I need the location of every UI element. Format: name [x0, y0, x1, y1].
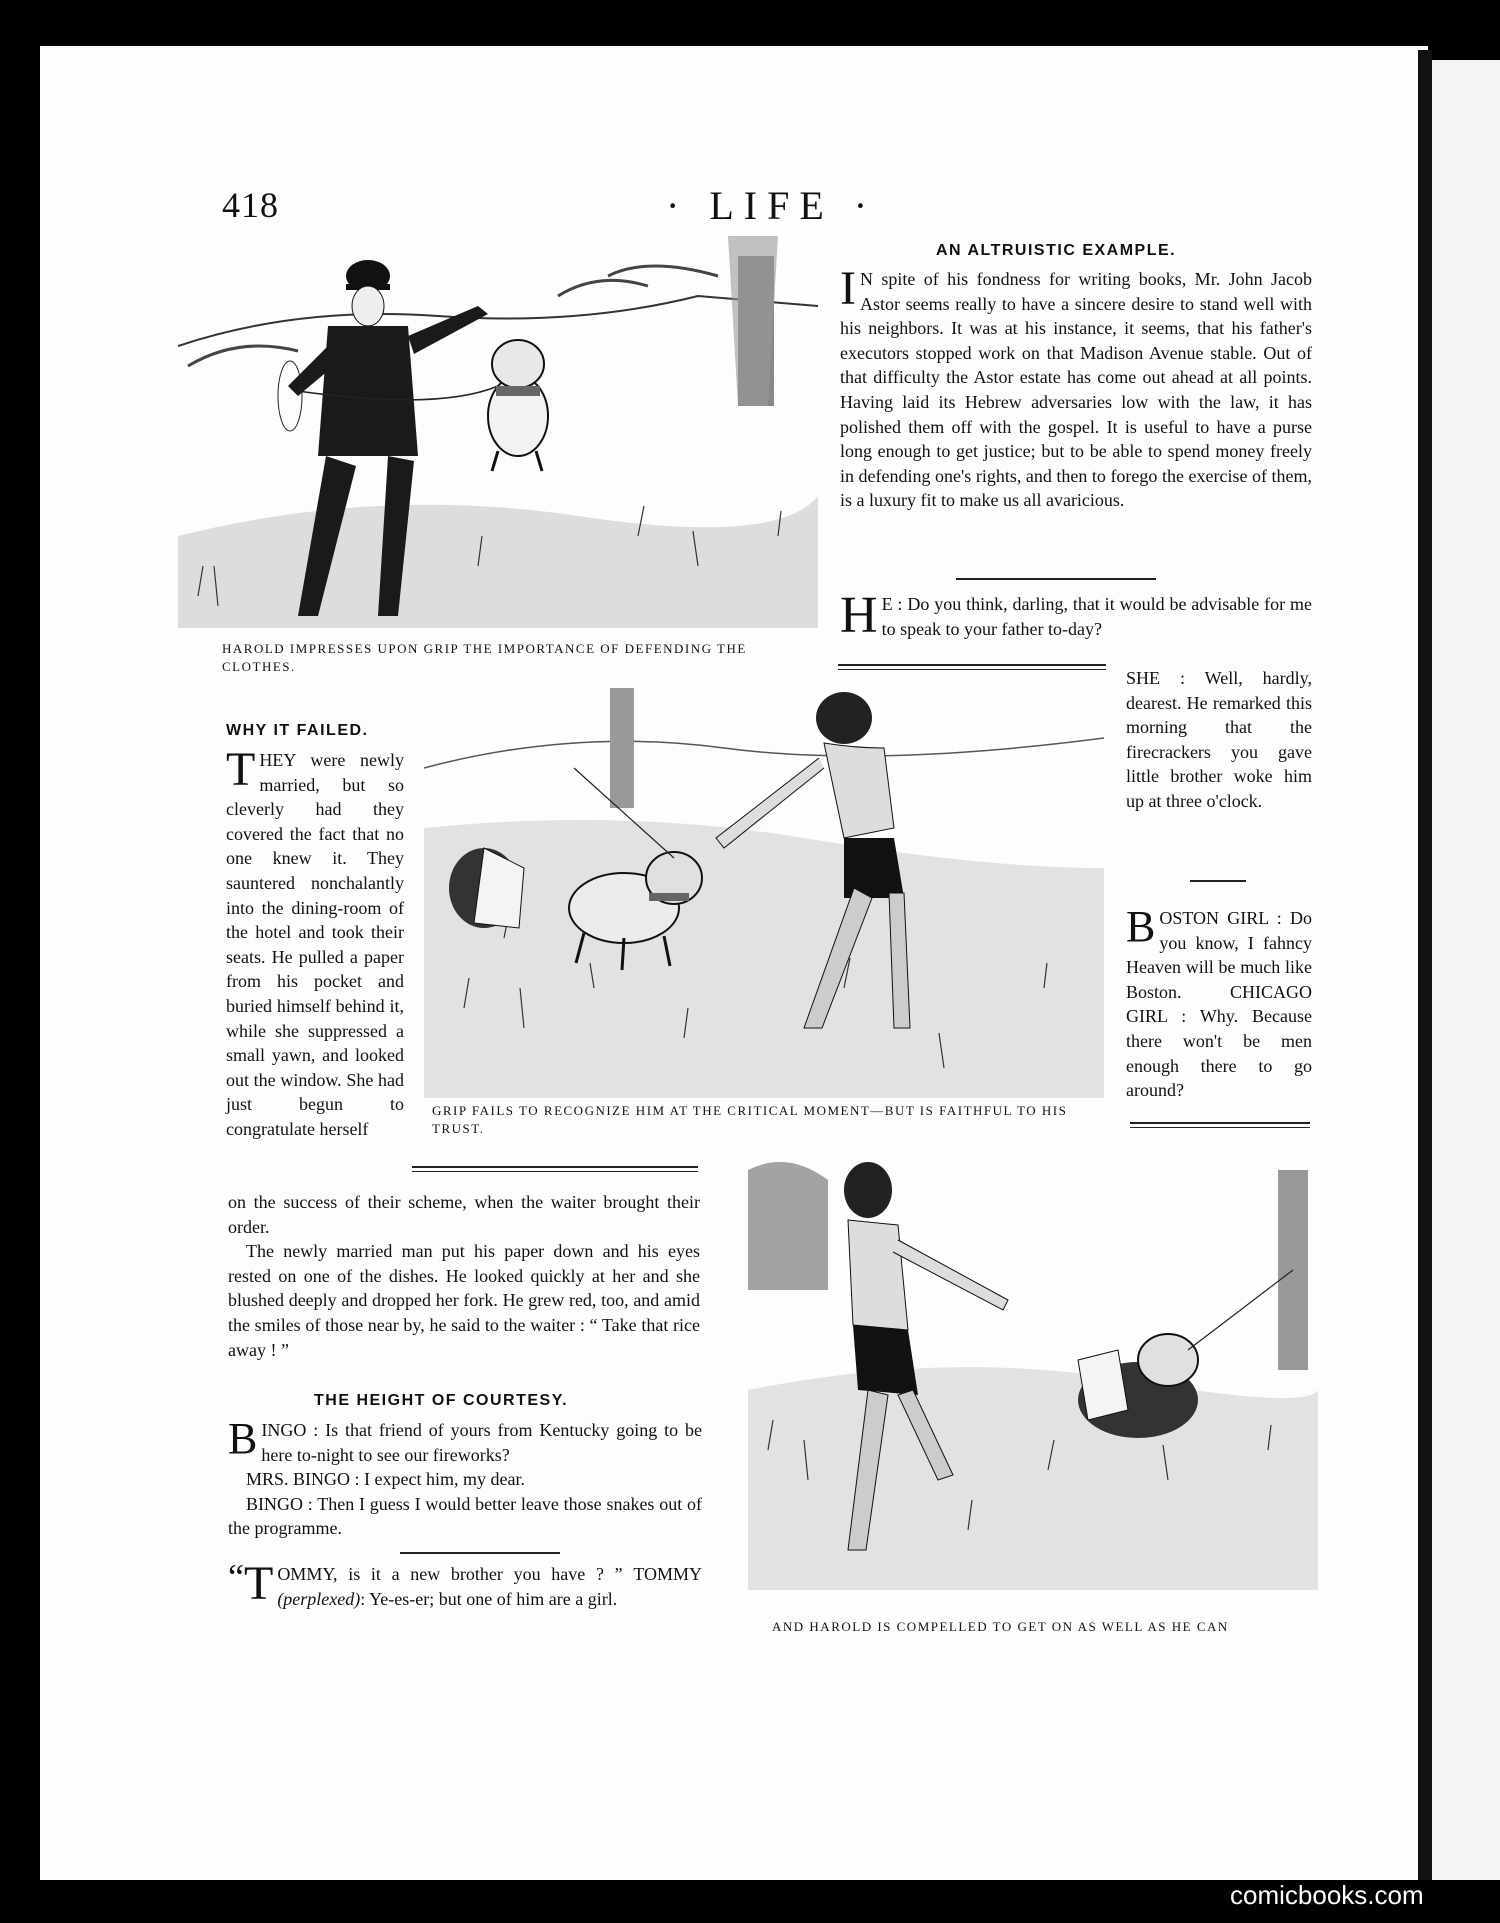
speaker-label-tommy: TOMMY — [633, 1564, 703, 1584]
heading-height-of-courtesy: THE HEIGHT OF COURTESY. — [314, 1392, 569, 1409]
tommy-line-1: OMMY, is it a new brother you have ? ” — [277, 1564, 623, 1584]
article-why-it-failed-continued — [228, 1190, 700, 1362]
dropcap: T — [243, 1557, 274, 1610]
speaker-label-boston: OSTON GIRL : — [1159, 908, 1282, 928]
bingo-line-1: Is that friend of yours from Kentucky going to be here to-night to see our fireworks? — [261, 1420, 703, 1465]
stage-direction: (perplexed) — [277, 1588, 361, 1609]
divider — [956, 578, 1156, 580]
speaker-label-she: SHE : — [1126, 668, 1185, 688]
masthead-title: · LIFE · — [666, 183, 878, 228]
boston-line: Do you know, I fahncy Heaven will be much like Boston. — [1126, 908, 1312, 1002]
caption-2: GRIP FAILS TO RECOGNIZE HIM AT THE CRITICAL MOMENT—BUT IS FAITHFUL TO HIS TRUST. — [432, 1103, 1068, 1136]
article-altruistic-example — [840, 262, 1312, 513]
illustration-harold-gets-on — [748, 1150, 1318, 1590]
page-number: 418 — [222, 185, 279, 225]
divider — [838, 664, 1106, 670]
chicago-line: Why. Because there won't be men enough there to go around? — [1126, 1006, 1312, 1101]
speaker-label-he: E : — [881, 594, 903, 614]
article-tommy — [228, 1557, 703, 1611]
speaker-label-bingo: BINGO : — [246, 1493, 313, 1514]
mrs-bingo-line: I expect him, my dear. — [364, 1469, 525, 1490]
article-text-para2: The newly married man put his paper down and his eyes rested on one of the dishes. He looked quickly at her and she blushed deeply and dropped her fork. He grew red, too, and amid the smiles of those near by, he said to the waiter : “ Take that rice away ! ” — [228, 1241, 700, 1360]
article-height-of-courtesy — [228, 1414, 703, 1541]
watermark: comicbooks.com — [1230, 1880, 1424, 1910]
binding-spine — [1418, 50, 1432, 1880]
divider — [412, 1166, 698, 1172]
dropcap: B — [228, 1414, 258, 1463]
illustration-grip-fails — [424, 688, 1104, 1098]
speaker-label-chicago: CHICAGO GIRL : — [1126, 981, 1312, 1027]
next-page-edge — [1432, 60, 1500, 1880]
caption-3: AND HAROLD IS COMPELLED TO GET ON AS WELL AS HE CAN — [772, 1619, 1229, 1634]
caption-1: HAROLD IMPRESSES UPON GRIP THE IMPORTANCE OF DEFENDING THE CLOTHES. — [222, 641, 747, 674]
open-quote: “ — [228, 1557, 244, 1597]
heading-altruistic-example: AN ALTRUISTIC EXAMPLE. — [936, 242, 1177, 259]
he-line: Do you think, darling, that it would be advisable for me to speak to your father to-day? — [881, 594, 1313, 639]
she-line: Well, hardly, dearest. He remarked this morning that the firecrackers you gave little brother woke him up at three o'clock. — [1126, 668, 1312, 811]
dropcap: T — [226, 743, 256, 796]
divider — [1190, 880, 1246, 882]
speaker-label-bingo: INGO : — [261, 1420, 319, 1440]
bingo-line-2: Then I guess I would better leave those snakes out of the programme. — [228, 1493, 702, 1539]
article-boston-girl — [1126, 902, 1312, 1103]
heading-why-it-failed: WHY IT FAILED. — [226, 722, 369, 739]
article-text-narrow: HEY were newly married, but so cleverly had they covered the fact that no one knew it. They sauntered nonchalantly into the dining-room of the hotel and took their seats. He pulled a paper from his pocket and buried himself behind it, while she suppressed a small yawn, and looked out the window. She had just begun to congratulate herself — [226, 750, 404, 1139]
article-he-she — [840, 587, 1313, 644]
dropcap: I — [840, 262, 856, 315]
article-she-reply — [1126, 666, 1312, 814]
tommy-line-2: : Ye-es-er; but one of him are a girl. — [360, 1588, 618, 1609]
article-text-wide: on the success of their scheme, when the waiter brought their order. — [228, 1192, 700, 1237]
article-text: N spite of his fondness for writing books, Mr. John Jacob Astor seems really to have a sincere desire to stand well with his neighbors. It was at his instance, it seems, that his father's executors stopped work on that Madison Avenue stable. Out of that difficulty the Astor estate has come out ahead at all points. Having laid its Hebrew adversaries low with the law, it has polished them off with the gospel. It is useful to have a purse long enough to get justice; but to be able to spend money freely in defending one's rights, and then to forego the exercise of them, is a luxury fit to make us all avaricious. — [840, 269, 1312, 511]
dropcap: H — [840, 587, 878, 644]
speaker-label-mrs-bingo: MRS. BINGO : — [246, 1469, 360, 1490]
dropcap: B — [1126, 902, 1156, 951]
divider — [400, 1552, 560, 1554]
article-why-it-failed — [226, 743, 404, 1142]
illustration-harold-and-grip — [178, 236, 818, 628]
divider — [1130, 1122, 1310, 1128]
